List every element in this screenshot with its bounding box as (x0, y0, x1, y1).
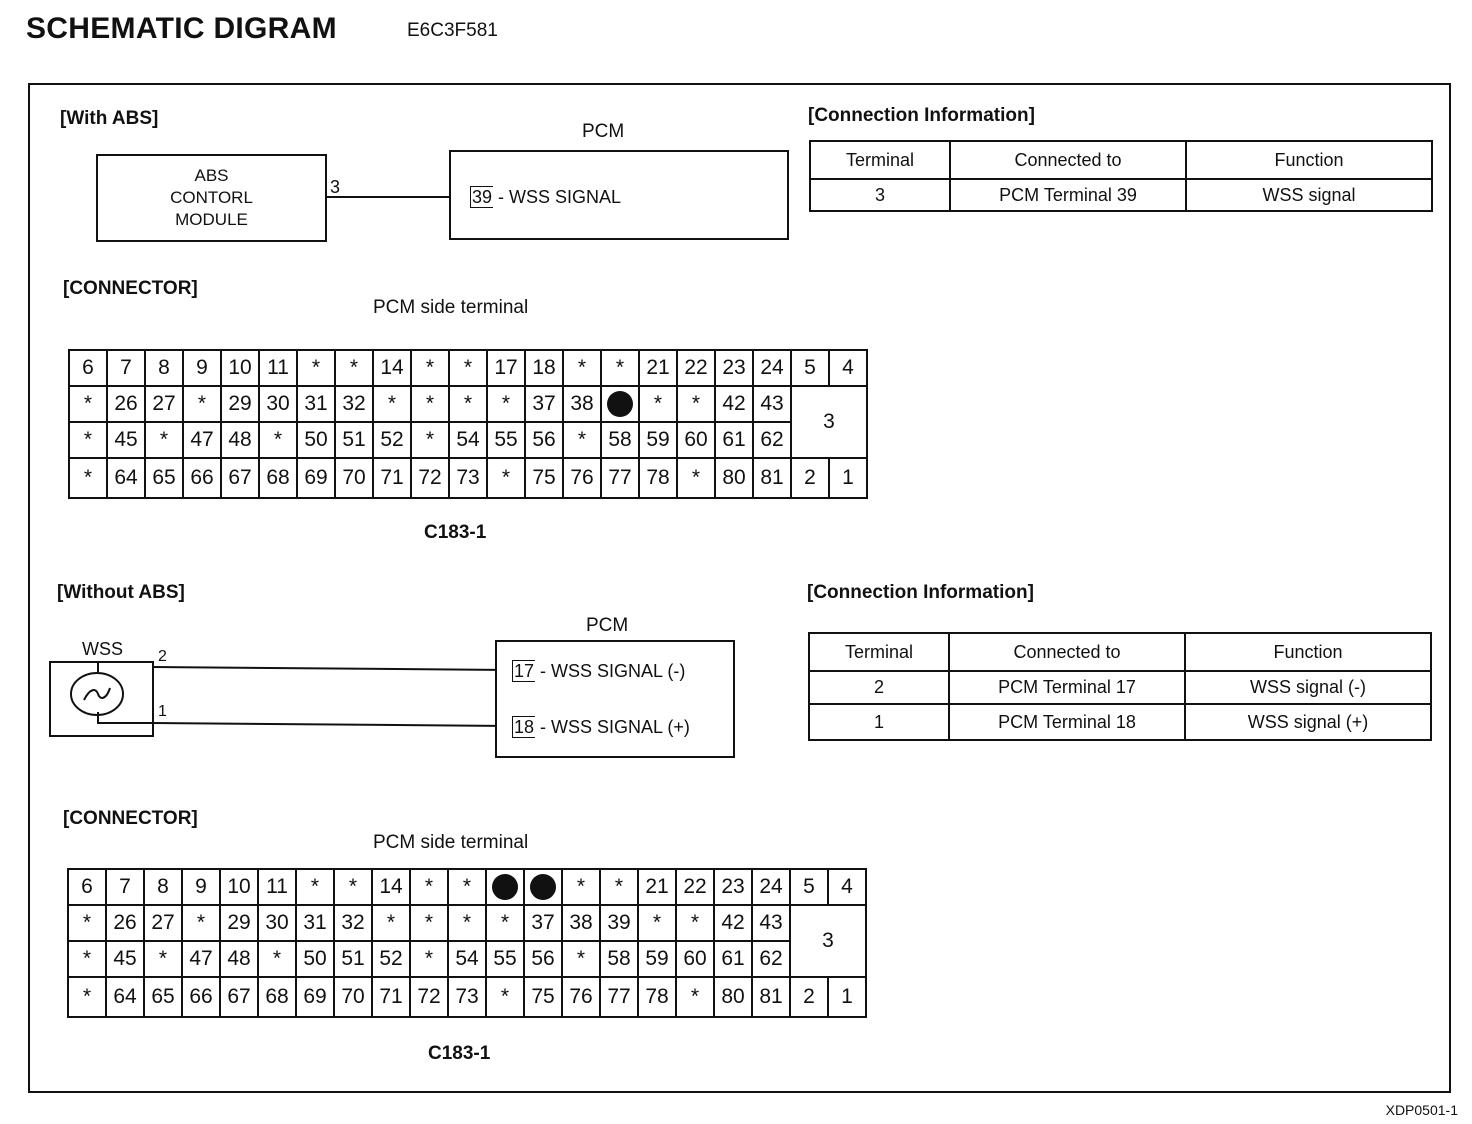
connector-pin-cell: * (600, 869, 638, 905)
figure-reference: XDP0501-1 (1385, 1102, 1458, 1118)
connector-pin-cell: 61 (715, 422, 753, 458)
connector-pin-cell: 43 (753, 386, 791, 422)
connector-pin-3-cell: 3 (790, 905, 866, 977)
connector-pin-cell: 1 (828, 977, 866, 1017)
connector-pin-cell: 31 (296, 905, 334, 941)
connector-pin-cell: 54 (448, 941, 486, 977)
connector-pin-cell: 70 (335, 458, 373, 498)
connector-pin-cell: 9 (183, 350, 221, 386)
connector-pin-cell: 31 (297, 386, 335, 422)
connector-pin-cell: 37 (524, 905, 562, 941)
connector-pin-cell: 64 (107, 458, 145, 498)
abs-module-line-3: MODULE (175, 210, 248, 229)
connector-pin-cell: * (601, 350, 639, 386)
connector-pin-cell: 21 (638, 869, 676, 905)
connector-pin-cell: 61 (714, 941, 752, 977)
table-header: Function (1185, 633, 1431, 671)
filled-pin-marker-icon (492, 874, 518, 900)
connector-pin-cell: 58 (601, 422, 639, 458)
connector-pin-cell: * (562, 869, 600, 905)
connection-info-heading-noabs: [Connection Information] (807, 582, 1034, 603)
connector-pin-cell: * (373, 386, 411, 422)
connector-pin-cell: 18 (525, 350, 563, 386)
table-cell: PCM Terminal 18 (949, 704, 1185, 740)
connector-pin-cell: 65 (144, 977, 182, 1017)
pcm-box-noabs (495, 640, 735, 758)
connector-pin-cell: 56 (525, 422, 563, 458)
connector-pin-cell: 51 (335, 422, 373, 458)
connector-pin-cell: 37 (525, 386, 563, 422)
connector-pin-cell: * (411, 422, 449, 458)
connector-pin-cell: * (335, 350, 373, 386)
connector-pin-cell: 68 (259, 458, 297, 498)
connector-pin-cell: 22 (677, 350, 715, 386)
connector-pin-cell: 62 (752, 941, 790, 977)
filled-pin-marker-icon (530, 874, 556, 900)
connector-pin-cell: * (563, 422, 601, 458)
connector-pin-cell: * (411, 350, 449, 386)
connector-pin-cell: * (183, 386, 221, 422)
connector-pin-cell: * (68, 941, 106, 977)
connector-name-abs: C183-1 (424, 522, 487, 543)
table-cell: 3 (810, 179, 950, 211)
pcm-pin-39-text: - WSS SIGNAL (493, 187, 622, 207)
connector-pin-cell: 55 (487, 422, 525, 458)
table-cell: 1 (809, 704, 949, 740)
connector-pin-cell: * (677, 386, 715, 422)
connector-pin-cell: 42 (715, 386, 753, 422)
connector-pin-cell: 2 (791, 458, 829, 498)
table-cell: PCM Terminal 17 (949, 671, 1185, 704)
connector-pin-3-cell: 3 (791, 386, 867, 458)
connector-pin-cell: 5 (790, 869, 828, 905)
without-abs-heading: [Without ABS] (57, 582, 185, 603)
connector-pin-cell: 23 (714, 869, 752, 905)
connector-pin-cell: 14 (373, 350, 411, 386)
connector-pin-cell: * (486, 905, 524, 941)
connector-pin-cell: 30 (259, 386, 297, 422)
connector-row (69, 458, 867, 498)
table-header: Function (1186, 141, 1432, 179)
wss-pin-1: 1 (158, 703, 167, 720)
connector-pin-cell: 59 (638, 941, 676, 977)
connector-pin-cell: 68 (258, 977, 296, 1017)
connector-pin-cell: 14 (372, 869, 410, 905)
abs-control-module (96, 154, 327, 242)
connector-pin-cell: 59 (639, 422, 677, 458)
connector-pin-cell: 81 (752, 977, 790, 1017)
connection-info-table-abs (809, 140, 1433, 212)
connector-pin-cell: 32 (335, 386, 373, 422)
connector-pin-cell: * (410, 941, 448, 977)
connector-pin-cell: 72 (410, 977, 448, 1017)
connector-pin-cell: 26 (107, 386, 145, 422)
connector-pin-cell: 76 (563, 458, 601, 498)
connector-pin-cell: 66 (183, 458, 221, 498)
connector-pin-cell: 11 (258, 869, 296, 905)
connector-pin-cell: 22 (676, 869, 714, 905)
connector-pin-cell: 24 (753, 350, 791, 386)
connector-pin-cell: 6 (69, 350, 107, 386)
connector-pin-cell: 9 (182, 869, 220, 905)
pcm-pin-39 (470, 186, 621, 208)
wss-pin-2: 2 (158, 648, 167, 665)
connector-pin-cell: 21 (639, 350, 677, 386)
connector-pin-cell: 43 (752, 905, 790, 941)
connector-pin-cell: 26 (106, 905, 144, 941)
connector-pin-cell (601, 386, 639, 422)
connector-pin-cell: 29 (220, 905, 258, 941)
connector-pin-cell: 69 (296, 977, 334, 1017)
connector-pin-cell: 8 (145, 350, 183, 386)
pcm-side-terminal-noabs: PCM side terminal (373, 832, 529, 853)
table-cell: WSS signal (-) (1185, 671, 1431, 704)
abs-module-line-1: ABS (194, 166, 229, 185)
connector-pin-cell: * (144, 941, 182, 977)
filled-pin-marker-icon (607, 391, 633, 417)
connector-pin-cell (524, 869, 562, 905)
connector-pin-cell: 69 (297, 458, 335, 498)
with-abs-heading: [With ABS] (60, 108, 159, 129)
connector-row (69, 350, 867, 386)
connector-pin-cell: * (638, 905, 676, 941)
connector-pin-cell: 48 (221, 422, 259, 458)
connector-pin-cell: * (487, 458, 525, 498)
connector-pin-cell: 62 (753, 422, 791, 458)
connector-pin-cell: * (639, 386, 677, 422)
table-cell: 2 (809, 671, 949, 704)
connector-pin-cell: 1 (829, 458, 867, 498)
connector-row (68, 869, 866, 905)
connector-pin-cell: * (410, 905, 448, 941)
wss-label: WSS (82, 639, 124, 659)
connector-pin-cell (486, 869, 524, 905)
connector-pin-cell: 73 (448, 977, 486, 1017)
connector-pin-cell: 42 (714, 905, 752, 941)
connector-pin-cell: 51 (334, 941, 372, 977)
connector-pin-cell: 55 (486, 941, 524, 977)
connection-info-table-noabs (808, 632, 1432, 741)
connector-pin-cell: 81 (753, 458, 791, 498)
connector-pin-cell: * (449, 350, 487, 386)
document-code: E6C3F581 (407, 20, 498, 41)
pcm-label-abs: PCM (582, 121, 625, 142)
pcm-pin-18-text: - WSS SIGNAL (+) (535, 717, 690, 737)
connector-pin-cell: * (68, 977, 106, 1017)
connector-pin-cell: 27 (145, 386, 183, 422)
pcm-pin-39-number: 39 (472, 187, 493, 207)
connector-pin-cell: * (296, 869, 334, 905)
connector-pin-cell: * (677, 458, 715, 498)
connector-pin-cell: * (448, 869, 486, 905)
connector-pin-cell: 17 (487, 350, 525, 386)
connector-row (68, 941, 866, 977)
connector-pin-cell: 23 (715, 350, 753, 386)
connector-pin-cell: 60 (676, 941, 714, 977)
connector-pin-cell: 4 (829, 350, 867, 386)
connector-name-noabs: C183-1 (428, 1043, 491, 1064)
connector-pin-cell: 32 (334, 905, 372, 941)
connector-pin-cell: 66 (182, 977, 220, 1017)
connector-pin-cell: 73 (449, 458, 487, 498)
connector-pin-cell: * (69, 386, 107, 422)
abs-pin-label: 3 (330, 177, 341, 197)
connector-pin-cell: 48 (220, 941, 258, 977)
pcm-pin-17-text: - WSS SIGNAL (-) (535, 661, 686, 681)
connector-pin-cell: 78 (638, 977, 676, 1017)
connector-pin-cell: * (69, 458, 107, 498)
connector-pin-cell: 52 (373, 422, 411, 458)
connector-pin-cell: 75 (525, 458, 563, 498)
pcm-pin-18-number: 18 (514, 717, 535, 737)
connector-pin-cell: 70 (334, 977, 372, 1017)
pcm-pin-17 (512, 660, 685, 682)
connector-c183-1-noabs (67, 868, 867, 1018)
connector-pin-cell: 60 (677, 422, 715, 458)
abs-module-line-2: CONTORL (170, 188, 253, 207)
connector-pin-cell: * (676, 977, 714, 1017)
connector-pin-cell: 47 (182, 941, 220, 977)
connector-pin-cell: 80 (714, 977, 752, 1017)
connector-pin-cell: * (448, 905, 486, 941)
connector-pin-cell: * (676, 905, 714, 941)
connector-pin-cell: 80 (715, 458, 753, 498)
connector-pin-cell: 29 (221, 386, 259, 422)
connector-pin-cell: 45 (106, 941, 144, 977)
connector-pin-cell: * (69, 422, 107, 458)
connector-pin-cell: * (562, 941, 600, 977)
connector-pin-cell: * (411, 386, 449, 422)
table-cell: WSS signal (+) (1185, 704, 1431, 740)
connector-pin-cell: 58 (600, 941, 638, 977)
connector-pin-cell: * (259, 422, 297, 458)
connector-pin-cell: 52 (372, 941, 410, 977)
connector-row (68, 977, 866, 1017)
connector-pin-cell: 2 (790, 977, 828, 1017)
connector-pin-cell: 27 (144, 905, 182, 941)
table-cell: PCM Terminal 39 (950, 179, 1186, 211)
connector-pin-cell: * (449, 386, 487, 422)
connector-row (69, 422, 867, 458)
connector-pin-cell: 56 (524, 941, 562, 977)
pcm-pin-18 (512, 716, 690, 738)
connector-pin-cell: 67 (220, 977, 258, 1017)
table-header: Terminal (810, 141, 950, 179)
connector-pin-cell: 71 (372, 977, 410, 1017)
connector-pin-cell: * (372, 905, 410, 941)
connector-pin-cell: 76 (562, 977, 600, 1017)
connector-pin-cell: 50 (297, 422, 335, 458)
connector-pin-cell: 65 (145, 458, 183, 498)
connector-pin-cell: 11 (259, 350, 297, 386)
connector-pin-cell: 24 (752, 869, 790, 905)
connector-pin-cell: 78 (639, 458, 677, 498)
table-header: Connected to (949, 633, 1185, 671)
connector-pin-cell: 54 (449, 422, 487, 458)
connector-pin-cell: * (487, 386, 525, 422)
connector-pin-cell: 71 (373, 458, 411, 498)
connector-pin-cell: 30 (258, 905, 296, 941)
connector-pin-cell: * (410, 869, 448, 905)
connector-pin-cell: 6 (68, 869, 106, 905)
connector-pin-cell: 4 (828, 869, 866, 905)
connector-pin-cell: * (258, 941, 296, 977)
connector-pin-cell: 7 (107, 350, 145, 386)
connector-pin-cell: 38 (563, 386, 601, 422)
connector-pin-cell: 77 (601, 458, 639, 498)
table-cell: WSS signal (1186, 179, 1432, 211)
connector-pin-cell: 8 (144, 869, 182, 905)
connector-pin-cell: 39 (600, 905, 638, 941)
connector-heading-abs: [CONNECTOR] (63, 278, 198, 299)
pcm-pin-17-number: 17 (514, 661, 535, 681)
connector-c183-1-abs (68, 349, 868, 499)
connector-pin-cell: 64 (106, 977, 144, 1017)
connector-pin-cell: * (182, 905, 220, 941)
connector-pin-cell: * (334, 869, 372, 905)
pcm-side-terminal-abs: PCM side terminal (373, 297, 529, 318)
connector-pin-cell: * (145, 422, 183, 458)
table-header: Terminal (809, 633, 949, 671)
connector-pin-cell: * (68, 905, 106, 941)
connector-pin-cell: 47 (183, 422, 221, 458)
connector-pin-cell: * (486, 977, 524, 1017)
page-title: SCHEMATIC DIGRAM (26, 12, 337, 45)
connector-pin-cell: 67 (221, 458, 259, 498)
connector-pin-cell: * (563, 350, 601, 386)
connector-row (69, 386, 867, 422)
connector-pin-cell: 45 (107, 422, 145, 458)
connector-pin-cell: 75 (524, 977, 562, 1017)
table-header: Connected to (950, 141, 1186, 179)
connector-heading-noabs: [CONNECTOR] (63, 808, 198, 829)
connector-pin-cell: 10 (220, 869, 258, 905)
connector-pin-cell: 72 (411, 458, 449, 498)
connector-pin-cell: 77 (600, 977, 638, 1017)
connector-row (68, 905, 866, 941)
connector-pin-cell: 5 (791, 350, 829, 386)
connection-info-heading-abs: [Connection Information] (808, 105, 1035, 126)
connector-pin-cell: 7 (106, 869, 144, 905)
connector-pin-cell: 38 (562, 905, 600, 941)
pcm-label-noabs: PCM (586, 615, 629, 636)
connector-pin-cell: 50 (296, 941, 334, 977)
connector-pin-cell: * (297, 350, 335, 386)
connector-pin-cell: 10 (221, 350, 259, 386)
